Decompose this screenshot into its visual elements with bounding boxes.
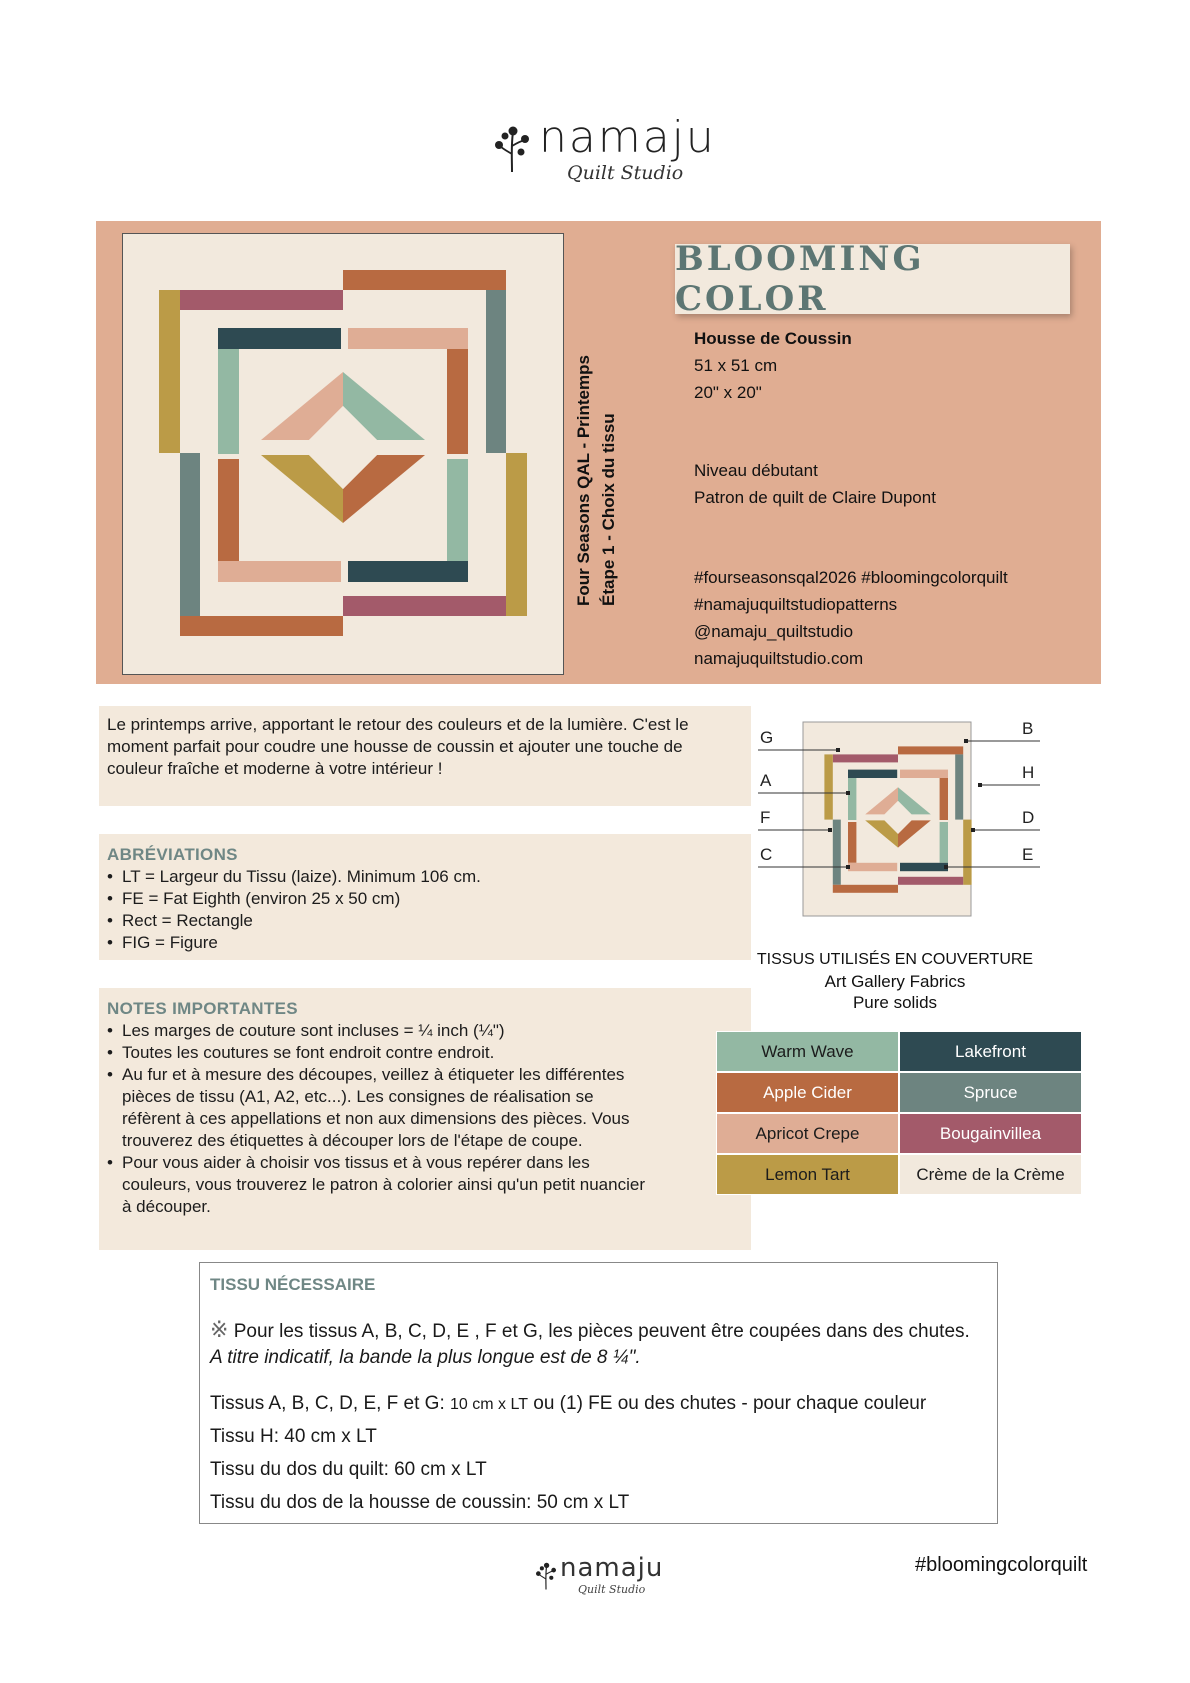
footer-logo — [536, 1553, 676, 1597]
step-title-line2: Étape 1 - Choix du tissu — [599, 413, 618, 606]
req-label: Tissu du dos du quilt — [210, 1459, 384, 1480]
swatch: Apple Cider — [716, 1072, 899, 1113]
notes-heading: NOTES IMPORTANTES — [107, 999, 298, 1018]
requirement-line — [210, 1459, 487, 1481]
diagram-label-left: F — [760, 808, 771, 827]
swatch: Apricot Crepe — [716, 1113, 899, 1154]
note-symbol: ※ — [210, 1317, 229, 1342]
abbreviations-panel — [99, 834, 751, 960]
abbreviations-heading: ABRÉVIATIONS — [107, 845, 238, 864]
author: Patron de quilt de Claire Dupont — [694, 488, 936, 507]
logo-brand: namaju — [539, 112, 716, 163]
intro-panel — [99, 706, 751, 806]
hashtag-patterns: #namajuquiltstudiopatterns — [694, 595, 898, 614]
flower-icon — [536, 1561, 556, 1591]
fabrics-heading: TISSUS UTILISÉS EN COUVERTURE — [756, 951, 1034, 968]
swatch: Crème de la Crème — [899, 1154, 1082, 1195]
social-info — [694, 564, 1008, 672]
flower-icon — [495, 124, 529, 174]
namaju-logo — [495, 112, 715, 192]
diagram-label-right: E — [1022, 845, 1034, 864]
abbreviation-item: • FIG = Figure — [107, 932, 743, 954]
req-end: pour chaque couleur — [752, 1393, 927, 1414]
requirement-line: Tissus A, B, C, D, E, F et G: 10 cm x LT ou (1) FE ou des chutes - pour chaque couleur — [210, 1393, 927, 1414]
req-small: 10 cm x LT — [450, 1396, 528, 1413]
quilt-illustration — [122, 233, 564, 675]
pattern-meta — [694, 457, 936, 511]
req-label: Tissu H — [210, 1426, 274, 1447]
size-cm: 51 x 51 cm — [694, 356, 778, 375]
swatch: Spruce — [899, 1072, 1082, 1113]
footer-subtitle: Quilt Studio — [578, 1583, 646, 1596]
req-value: : 50 cm x LT — [526, 1492, 630, 1513]
notes-panel — [99, 988, 751, 1250]
hashtags: #fourseasonsqal2026 #bloomingcolorquilt — [694, 568, 1008, 587]
logo-subtitle: Quilt Studio — [567, 162, 684, 184]
abbreviation-item: • Rect = Rectangle — [107, 910, 743, 932]
requirements-heading: TISSU NÉCESSAIRE — [210, 1275, 376, 1294]
swatch: Lemon Tart — [716, 1154, 899, 1195]
requirements-note — [210, 1317, 970, 1371]
product-info — [694, 325, 852, 406]
req-mid: ou (1) FE ou des chutes - — [527, 1393, 753, 1414]
req-label: Tissu du dos de la housse de coussin — [210, 1492, 527, 1513]
req-value: : 60 cm x LT — [383, 1459, 487, 1480]
note-text: Pour les tissus A, B, C, D, E , F et G, les pièces peuvent être coupées dans des chutes. — [233, 1321, 970, 1342]
note-item: • Toutes les coutures se font endroit contre endroit. — [107, 1042, 647, 1064]
pattern-title-box — [675, 239, 1070, 319]
fabrics-line: Pure solids — [852, 993, 938, 1012]
diagram-label-left: C — [760, 845, 773, 864]
requirement-line — [210, 1492, 629, 1514]
fabric-requirements-box — [199, 1262, 998, 1524]
diagram-label-right: D — [1022, 808, 1035, 827]
note-item: • Pour vous aider à choisir vos tissus et à vous repérer dans les couleurs, vous trouverez le patron à colorier ainsi qu'un petit nuancier à découper. — [107, 1152, 647, 1218]
fabric-placement-diagram — [750, 719, 1035, 916]
diagram-label-right: H — [1022, 763, 1035, 782]
website-link[interactable]: namajuquiltstudio.com — [694, 649, 864, 668]
note-italic: A titre indicatif, la bande la plus longue est de 8 ¼". — [210, 1347, 641, 1368]
footer-hashtag: #bloomingcolorquilt — [915, 1554, 1088, 1576]
vertical-step-title — [566, 316, 696, 606]
hero-banner — [96, 221, 1101, 684]
product-name: Housse de Coussin — [694, 329, 852, 348]
req-value: : 40 cm x LT — [273, 1426, 377, 1447]
note-item: • Les marges de couture sont incluses = ¼ inch (¼") — [107, 1020, 647, 1042]
swatch: Bougainvillea — [899, 1113, 1082, 1154]
diagram-label-left: G — [760, 728, 774, 747]
abbreviation-item: • FE = Fat Eighth (environ 25 x 50 cm) — [107, 888, 743, 910]
intro-text: Le printemps arrive, apportant le retour des couleurs et de la lumière. C'est le moment parfait pour coudre une housse de coussin et ajouter une touche de couleur fraîche et moderne à votre intérieur ! — [107, 715, 689, 778]
requirement-line — [210, 1426, 377, 1448]
footer-brand: namaju — [560, 1553, 664, 1583]
level: Niveau débutant — [694, 461, 818, 480]
req-label: Tissus A, B, C, D, E, F et G — [210, 1393, 440, 1414]
diagram-label-left: A — [760, 771, 772, 790]
swatch: Lakefront — [899, 1031, 1082, 1072]
note-item: • Au fur et à mesure des découpes, veillez à étiqueter les différentes pièces de tissu (A1, A2, etc...). Les consignes de réalisation se réfèrent à ces appellations et non aux dimensions des pièces. Vous trouverez des étiquettes à découper lors de l'étape de coupe. — [107, 1064, 647, 1152]
pattern-title: BLOOMING COLOR — [675, 239, 925, 319]
fabric-swatch-grid — [716, 1031, 1082, 1196]
size-in: 20" x 20" — [694, 383, 762, 402]
fabrics-brand: Art Gallery Fabrics — [824, 972, 966, 991]
abbreviation-item: • LT = Largeur du Tissu (laize). Minimum 106 cm. — [107, 866, 743, 888]
swatch: Warm Wave — [716, 1031, 899, 1072]
instagram-handle: @namaju_quiltstudio — [694, 622, 854, 641]
step-title-line1: Four Seasons QAL - Printemps — [574, 355, 593, 606]
diagram-label-right: B — [1022, 719, 1034, 738]
